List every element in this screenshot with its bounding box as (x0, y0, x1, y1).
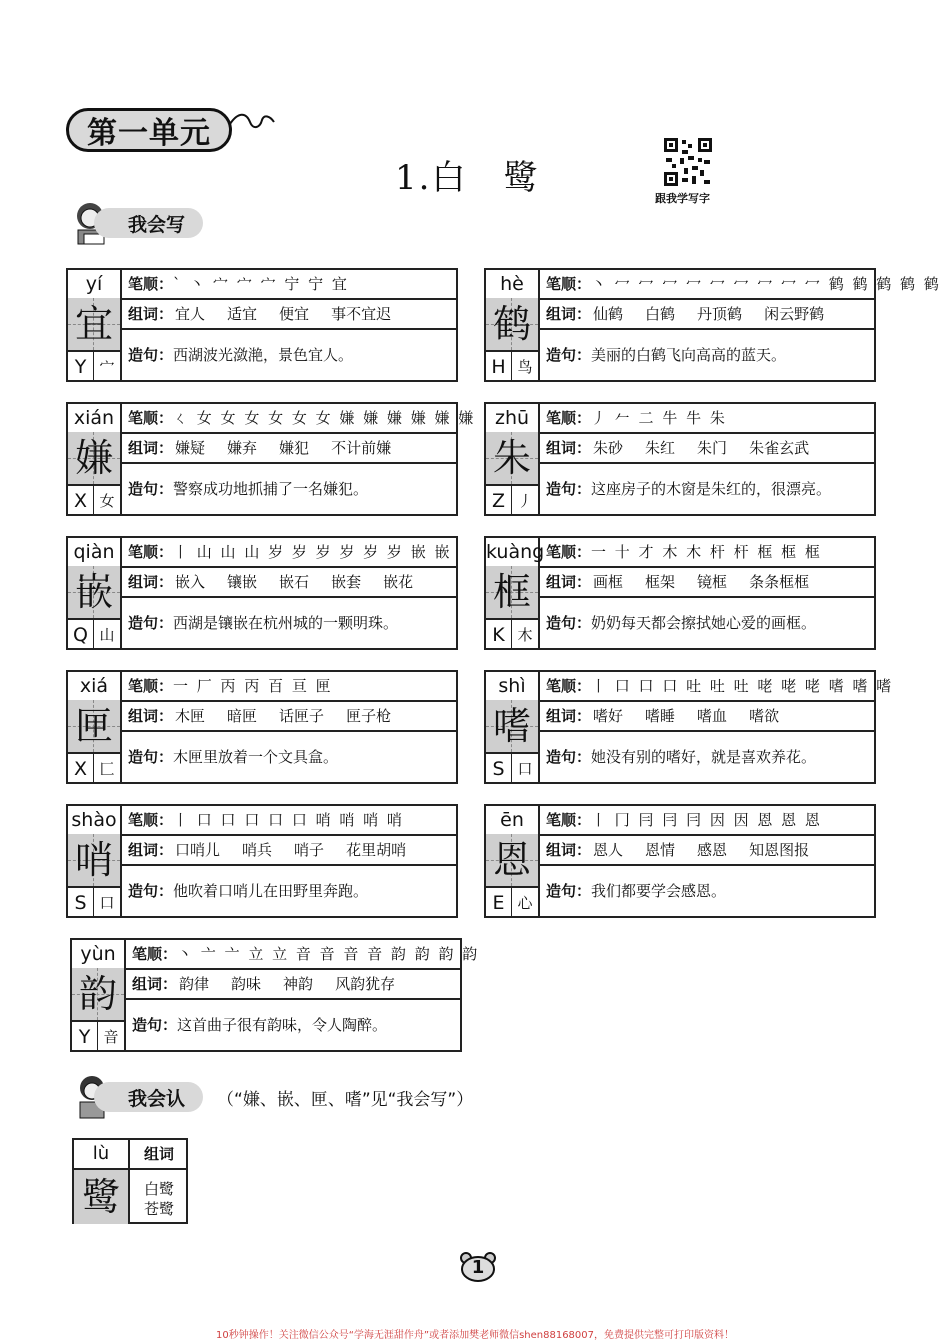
sentence-row (540, 732, 874, 782)
char-glyph (68, 700, 120, 752)
strokes-row (126, 940, 480, 970)
qr-caption: 跟我学写字 (655, 192, 710, 205)
words-label: 组词： (546, 305, 592, 323)
sentence-label: 造句： (128, 614, 174, 632)
word-item: 哨子 (294, 841, 325, 859)
words-row (122, 568, 456, 598)
char-initial: E (486, 886, 512, 916)
word-item: 朱红 (645, 439, 676, 457)
stroke-order: ㄑ 女 女 女 女 女 女 嫌 嫌 嫌 嫌 嫌 嫌 (173, 409, 476, 427)
char-card (484, 804, 876, 918)
sentence-row (122, 732, 456, 782)
char-radical: 音 (98, 1020, 124, 1050)
example-sentence: 西湖是镶嵌在杭州城的一颗明珠。 (173, 614, 399, 632)
char-panel (486, 538, 545, 648)
char-glyph (68, 834, 120, 886)
sentence-label: 造句： (128, 346, 174, 364)
char-pinyin: kuàng (486, 538, 538, 568)
stroke-order: 一 十 才 木 木 杆 杆 框 框 框 (591, 543, 822, 561)
sentence-label: 造句： (546, 480, 592, 498)
sentence-label: 造句： (546, 748, 592, 766)
words-row (540, 836, 874, 866)
char-panel (68, 672, 122, 782)
char-glyph (486, 432, 538, 484)
strokes-label: 笔顺： (132, 945, 178, 963)
word-item: 感恩 (697, 841, 728, 859)
words-row (122, 300, 456, 330)
strokes-label: 笔顺： (546, 409, 592, 427)
sentence-label: 造句： (128, 480, 174, 498)
strokes-label: 笔顺： (546, 677, 592, 695)
word-item: 木匣 (175, 707, 206, 725)
word-item: 嵌石 (279, 573, 310, 591)
char-card (66, 402, 476, 516)
unit-title: 第一单元 (87, 116, 211, 151)
unit-badge (66, 108, 232, 152)
words-row (540, 300, 874, 330)
strokes-row (540, 672, 894, 702)
char-pinyin: zhū (486, 404, 538, 434)
word-item: 嗜睡 (645, 707, 676, 725)
word-item: 嵌花 (383, 573, 414, 591)
word-item: 镜框 (697, 573, 728, 591)
words-row (540, 568, 874, 598)
example-sentence: 这座房子的木窗是朱红的，很漂亮。 (591, 480, 832, 498)
char-glyph (486, 298, 538, 350)
char-radical: 心 (512, 886, 538, 916)
word-item: 嵌套 (331, 573, 362, 591)
char-initial: Y (68, 350, 94, 380)
word-item: 匣子枪 (346, 707, 392, 725)
words-label: 组词： (128, 439, 174, 457)
example-sentence: 我们都要学会感恩。 (591, 882, 727, 900)
char-card (484, 536, 876, 650)
words-label: 组词： (546, 707, 592, 725)
strokes-row (540, 538, 874, 568)
strokes-row (122, 672, 456, 702)
char-initial: S (486, 752, 512, 782)
word-item: 嫌犯 (279, 439, 310, 457)
char-glyph (486, 700, 538, 752)
qr-code-icon[interactable] (664, 138, 712, 186)
word-item: 花里胡哨 (346, 841, 407, 859)
char-glyph (72, 968, 124, 1020)
char-pinyin: shào (68, 806, 120, 836)
word-item: 便宜 (279, 305, 310, 323)
word-item: 嫌疑 (175, 439, 206, 457)
words-label: 组词： (128, 573, 174, 591)
recognize-header: 组词 (130, 1140, 188, 1170)
word-item: 韵味 (231, 975, 262, 993)
char-panel (72, 940, 126, 1050)
char-panel (68, 404, 122, 514)
char-panel (486, 404, 540, 514)
words-row (122, 702, 456, 732)
sentence-row (540, 330, 874, 380)
char-pinyin: hè (486, 270, 538, 300)
char-panel (68, 806, 122, 916)
word-item: 知恩图报 (749, 841, 810, 859)
sentence-row (540, 598, 874, 648)
section-recognize-header (70, 1072, 473, 1122)
word-item: 不计前嫌 (331, 439, 392, 457)
char-text: 哨 (74, 838, 113, 882)
word-item: 镶嵌 (227, 573, 258, 591)
words-row (540, 702, 874, 732)
char-text: 嫌 (74, 436, 113, 480)
strokes-row (122, 404, 476, 434)
words-row (540, 434, 874, 464)
strokes-label: 笔顺： (546, 275, 592, 293)
char-text: 宜 (74, 302, 113, 346)
recognize-character: 鹭 (74, 1170, 130, 1224)
word-item: 恩人 (593, 841, 624, 859)
char-text: 嵌 (74, 570, 113, 614)
char-glyph (68, 298, 120, 350)
char-text: 恩 (492, 838, 531, 882)
sentence-row (126, 1000, 460, 1050)
words-label: 组词： (546, 841, 592, 859)
char-pinyin: yí (68, 270, 120, 300)
strokes-row (122, 270, 456, 300)
char-card (484, 268, 941, 382)
char-panel (68, 270, 122, 380)
strokes-label: 笔顺： (128, 275, 174, 293)
char-radical: 丿 (512, 484, 538, 514)
words-label: 组词： (128, 305, 174, 323)
recognize-pinyin: lù (74, 1140, 130, 1170)
char-initial: Z (486, 484, 512, 514)
word-item: 神韵 (283, 975, 314, 993)
word-item: 仙鹤 (593, 305, 624, 323)
sentence-row (122, 330, 456, 380)
strokes-label: 笔顺： (128, 543, 174, 561)
char-text: 鹤 (492, 302, 531, 346)
example-sentence: 奶奶每天都会擦拭她心爱的画框。 (591, 614, 817, 632)
char-pinyin: xiá (68, 672, 120, 702)
word-item: 适宜 (227, 305, 258, 323)
sentence-label: 造句： (546, 614, 592, 632)
word-item: 话匣子 (279, 707, 325, 725)
char-panel (486, 806, 540, 916)
word-item: 朱门 (697, 439, 728, 457)
char-initial: K (486, 618, 512, 648)
example-sentence: 警察成功地抓捕了一名嫌犯。 (173, 480, 369, 498)
char-text: 匣 (74, 704, 113, 748)
char-text: 框 (492, 570, 531, 614)
recognize-note: （“嫌、嵌、匣、嗜”见“我会写”） (217, 1089, 474, 1110)
words-label: 组词： (128, 841, 174, 859)
words-label: 组词： (546, 573, 592, 591)
char-pinyin: shì (486, 672, 538, 702)
char-pinyin: xián (68, 404, 120, 434)
strokes-row (122, 538, 456, 568)
char-pinyin: qiàn (68, 538, 120, 568)
page-number-badge (458, 1252, 498, 1282)
stroke-order: 丶 亠 亠 立 立 音 音 音 音 韵 韵 韵 韵 (177, 945, 480, 963)
char-card (66, 536, 458, 650)
word-item: 哨兵 (242, 841, 273, 859)
page-number: 1 (471, 1257, 485, 1278)
section-recognize-title: 我会认 (94, 1082, 203, 1112)
char-glyph (486, 566, 538, 618)
stroke-order: 丨 口 口 口 口 口 哨 哨 哨 哨 (173, 811, 404, 829)
word-item: 嫌弃 (227, 439, 258, 457)
stroke-order: ` 丶 宀 宀 宀 宁 宁 宜 (173, 275, 349, 293)
char-initial: S (68, 886, 94, 916)
example-sentence: 他吹着口哨儿在田野里奔跑。 (173, 882, 369, 900)
sentence-row (540, 866, 874, 916)
stroke-order: 一 厂 丙 丙 百 亘 匣 (173, 677, 333, 695)
word-item: 嗜欲 (749, 707, 780, 725)
sentence-label: 造句： (128, 882, 174, 900)
word-item: 朱砂 (593, 439, 624, 457)
swirl-decoration-icon (228, 110, 276, 132)
strokes-row (122, 806, 456, 836)
words-row (122, 434, 456, 464)
word-item: 闲云野鹤 (764, 305, 825, 323)
sentence-label: 造句： (132, 1016, 178, 1034)
char-initial: X (68, 752, 94, 782)
char-radical: 鸟 (512, 350, 538, 380)
word-item: 画框 (593, 573, 624, 591)
strokes-label: 笔顺： (128, 409, 174, 427)
section-write-header (70, 198, 203, 248)
example-sentence: 她没有别的嗜好，就是喜欢养花。 (591, 748, 817, 766)
word-item: 韵律 (179, 975, 210, 993)
char-radical: 木 (512, 618, 538, 648)
char-text: 朱 (492, 436, 531, 480)
word-item: 事不宜迟 (331, 305, 392, 323)
char-card (70, 938, 480, 1052)
sentence-label: 造句： (128, 748, 174, 766)
example-sentence: 美丽的白鹤飞向高高的蓝天。 (591, 346, 787, 364)
char-radical: 女 (94, 484, 120, 514)
stroke-order: 丿 𠂉 二 牛 牛 朱 (591, 409, 727, 427)
word-item: 条条框框 (749, 573, 810, 591)
recognize-word: 白鹭 (143, 1180, 174, 1198)
char-text: 嗜 (492, 704, 531, 748)
sentence-label: 造句： (546, 346, 592, 364)
sentence-label: 造句： (546, 882, 592, 900)
word-item: 丹顶鹤 (697, 305, 743, 323)
char-card (66, 804, 458, 918)
example-sentence: 木匣里放着一个文具盒。 (173, 748, 339, 766)
char-initial: Y (72, 1020, 98, 1050)
word-item: 风韵犹存 (335, 975, 396, 993)
strokes-row (540, 404, 874, 434)
char-glyph (486, 834, 538, 886)
word-item: 恩情 (645, 841, 676, 859)
strokes-label: 笔顺： (128, 677, 174, 695)
stroke-order: 丶 冖 冖 冖 冖 冖 冖 冖 冖 冖 鹤 鹤 鹤 鹤 鹤 (591, 275, 941, 293)
footer-note: 10秒钟操作！关注微信公众号“学海无涯甜作舟”或者添加樊老师微信shen88168007，免费提供完整可打印版资料！ (215, 1330, 735, 1341)
word-item: 嵌入 (175, 573, 206, 591)
recognize-table (72, 1138, 188, 1224)
char-text: 韵 (78, 972, 117, 1016)
char-radical: 匚 (94, 752, 120, 782)
char-glyph (68, 566, 120, 618)
char-panel (486, 270, 540, 380)
char-card (484, 402, 876, 516)
word-item: 口哨儿 (175, 841, 221, 859)
char-radical: 宀 (94, 350, 120, 380)
char-card (66, 670, 458, 784)
word-item: 框架 (645, 573, 676, 591)
word-item: 宜人 (175, 305, 206, 323)
char-card (484, 670, 894, 784)
char-radical: 山 (94, 618, 120, 648)
char-radical: 口 (94, 886, 120, 916)
word-item: 嗜好 (593, 707, 624, 725)
stroke-order: 丨 冂 冃 冃 冃 因 因 恩 恩 恩 (591, 811, 822, 829)
stroke-order: 丨 口 口 口 吐 吐 吐 咾 咾 咾 嗜 嗜 嗜 (591, 677, 894, 695)
char-pinyin: yùn (72, 940, 124, 970)
char-panel (68, 538, 122, 648)
recognize-word: 苍鹭 (143, 1200, 174, 1218)
char-glyph (68, 432, 120, 484)
lesson-title: 1.白 鹭 (395, 158, 540, 198)
word-item: 朱雀玄武 (749, 439, 810, 457)
example-sentence: 这首曲子很有韵味，令人陶醉。 (177, 1016, 388, 1034)
strokes-label: 笔顺： (546, 811, 592, 829)
stroke-order: 丨 山 山 山 岁 岁 岁 岁 岁 岁 嵌 嵌 (173, 543, 452, 561)
section-write-title: 我会写 (94, 208, 203, 238)
strokes-label: 笔顺： (128, 811, 174, 829)
char-panel (486, 672, 540, 782)
words-label: 组词： (132, 975, 178, 993)
words-label: 组词： (128, 707, 174, 725)
char-pinyin: ēn (486, 806, 538, 836)
sentence-row (122, 598, 456, 648)
words-row (126, 970, 460, 1000)
strokes-row (540, 806, 874, 836)
strokes-row (540, 270, 941, 300)
char-initial: X (68, 484, 94, 514)
words-label: 组词： (546, 439, 592, 457)
char-radical: 口 (512, 752, 538, 782)
char-initial: Q (68, 618, 94, 648)
sentence-row (122, 464, 456, 514)
word-item: 白鹤 (645, 305, 676, 323)
sentence-row (540, 464, 874, 514)
char-card (66, 268, 458, 382)
word-item: 嗜血 (697, 707, 728, 725)
sentence-row (122, 866, 456, 916)
words-row (122, 836, 456, 866)
strokes-label: 笔顺： (546, 543, 592, 561)
char-initial: H (486, 350, 512, 380)
word-item: 暗匣 (227, 707, 258, 725)
example-sentence: 西湖波光潋滟，景色宜人。 (173, 346, 354, 364)
